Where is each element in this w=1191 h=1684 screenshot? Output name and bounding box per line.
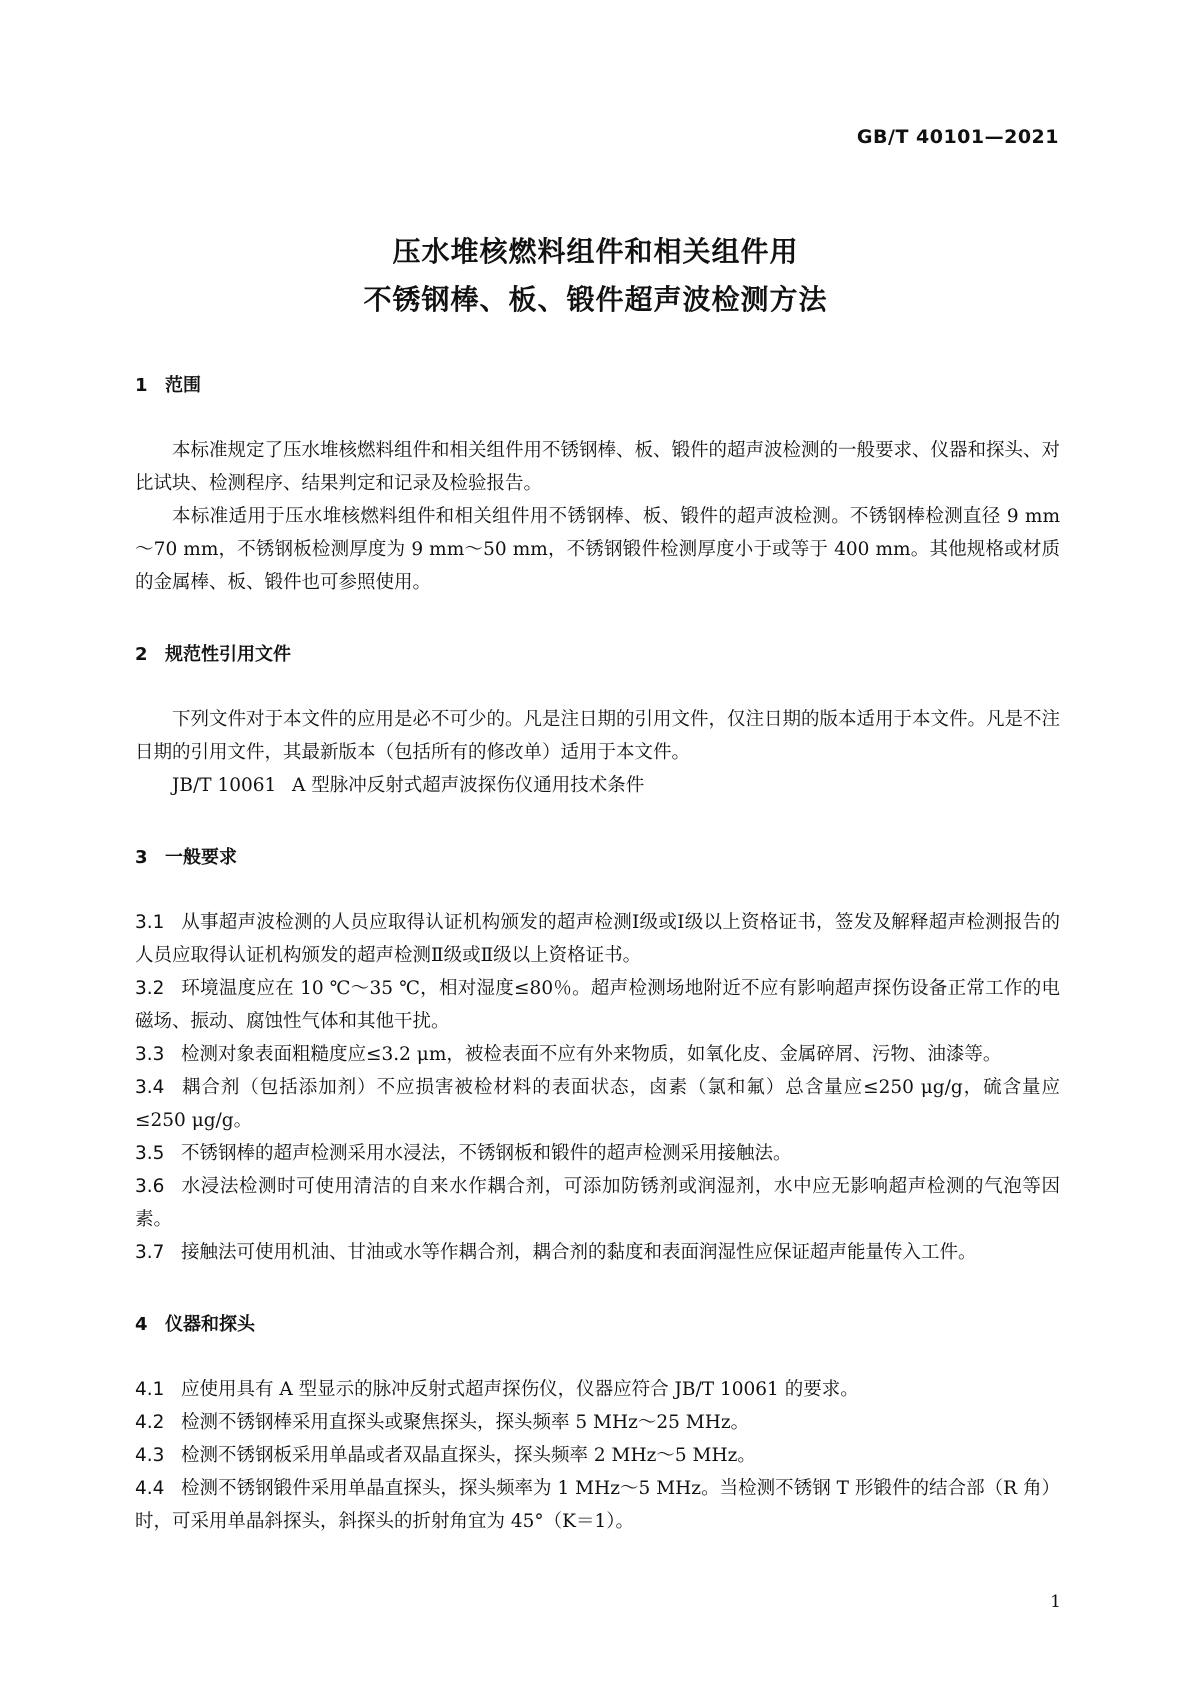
document-title <box>0 228 1191 324</box>
section-heading-4 <box>135 1311 1060 1339</box>
clause-number: 4.4 <box>135 1478 165 1499</box>
section-number: 1 <box>135 375 148 396</box>
section-title: 一般要求 <box>165 847 237 868</box>
clause-text: 检测不锈钢棒采用直探头或聚焦探头，探头频率 5 MHz～25 MHz。 <box>181 1412 750 1433</box>
section-heading-1 <box>135 372 1060 400</box>
clause-4-4 <box>135 1472 1060 1538</box>
clause-text: 应使用具有 A 型显示的脉冲反射式超声探伤仪，仪器应符合 JB/T 10061 的要求。 <box>181 1379 859 1400</box>
section-title: 仪器和探头 <box>165 1314 255 1335</box>
section-title: 范围 <box>165 375 201 396</box>
clause-number: 3.2 <box>135 978 165 999</box>
clause-3-6 <box>135 1170 1060 1236</box>
clause-3-7 <box>135 1236 1060 1269</box>
clause-number: 4.2 <box>135 1412 165 1433</box>
clause-4-2 <box>135 1406 1060 1439</box>
clause-number: 4.1 <box>135 1379 165 1400</box>
title-line-1: 压水堆核燃料组件和相关组件用 <box>392 235 799 268</box>
clause-text: 检测不锈钢锻件采用单晶直探头，探头频率为 1 MHz～5 MHz。当检测不锈钢 T 形锻件的结合部（R 角）时，可采用单晶斜探头，斜探头的折射角宜为 45°（K＝1）。 <box>135 1478 1060 1532</box>
clause-text: 检测不锈钢板采用单晶或者双晶直探头，探头频率 2 MHz～5 MHz。 <box>181 1445 756 1466</box>
clause-number: 3.6 <box>135 1176 165 1197</box>
section-number: 2 <box>135 644 148 665</box>
clause-3-2 <box>135 972 1060 1038</box>
clause-number: 3.7 <box>135 1242 165 1263</box>
clause-4-3 <box>135 1439 1060 1472</box>
clause-text: 环境温度应在 10 ℃～35 ℃，相对湿度≤80％。超声检测场地附近不应有影响超声探伤设备正常工作的电磁场、振动、腐蚀性气体和其他干扰。 <box>135 978 1060 1032</box>
clause-text: 不锈钢棒的超声检测采用水浸法，不锈钢板和锻件的超声检测采用接触法。 <box>181 1143 792 1164</box>
clause-text: 接触法可使用机油、甘油或水等作耦合剂，耦合剂的黏度和表面润湿性应保证超声能量传入工件。 <box>181 1242 977 1263</box>
clause-text: 水浸法检测时可使用清洁的自来水作耦合剂，可添加防锈剂或润湿剂，水中应无影响超声检测的气泡等因素。 <box>135 1176 1060 1230</box>
section-heading-2 <box>135 641 1060 669</box>
document-body <box>135 372 1060 1538</box>
clause-number: 3.5 <box>135 1143 165 1164</box>
clause-number: 3.3 <box>135 1044 165 1065</box>
clause-number: 3.1 <box>135 912 165 933</box>
clause-text: 耦合剂（包括添加剂）不应损害被检材料的表面状态，卤素（氯和氟）总含量应≤250 μg/g，硫含量应≤250 μg/g。 <box>135 1077 1060 1131</box>
clause-number: 4.3 <box>135 1445 165 1466</box>
section-number: 4 <box>135 1314 148 1335</box>
clause-text: 从事超声波检测的人员应取得认证机构颁发的超声检测Ⅰ级或Ⅰ级以上资格证书，签发及解释超声检测报告的人员应取得认证机构颁发的超声检测Ⅱ级或Ⅱ级以上资格证书。 <box>135 912 1060 966</box>
section-title: 规范性引用文件 <box>165 644 291 665</box>
clause-text: 检测对象表面粗糙度应≤3.2 μm，被检表面不应有外来物质，如氧化皮、金属碎屑、污物、油漆等。 <box>181 1044 1002 1065</box>
reference-code: JB/T 10061 <box>172 775 277 796</box>
section-number: 3 <box>135 847 148 868</box>
reference-title: A 型脉冲反射式超声波探伤仪通用技术条件 <box>292 775 645 796</box>
scope-paragraph-1: 本标准规定了压水堆核燃料组件和相关组件用不锈钢棒、板、锻件的超声波检测的一般要求、仪器和探头、对比试块、检测程序、结果判定和记录及检验报告。 <box>135 440 1061 494</box>
section-heading-3 <box>135 844 1060 872</box>
clause-3-4 <box>135 1071 1060 1137</box>
clause-4-1 <box>135 1373 1060 1406</box>
clause-number: 3.4 <box>135 1077 165 1098</box>
clause-3-3 <box>135 1038 1060 1071</box>
clause-3-5 <box>135 1137 1060 1170</box>
title-line-2: 不锈钢棒、板、锻件超声波检测方法 <box>363 283 828 316</box>
standard-code: GB/T 40101—2021 <box>856 126 1059 148</box>
scope-paragraph-2: 本标准适用于压水堆核燃料组件和相关组件用不锈钢棒、板、锻件的超声波检测。不锈钢棒检测直径 9 mm～70 mm，不锈钢板检测厚度为 9 mm～50 mm，不锈钢锻件检测厚度小于或等于 400 mm。其他规格或材质的金属棒、板、锻件也可参照使用。 <box>135 506 1060 593</box>
clause-3-1 <box>135 906 1060 972</box>
normative-references-paragraph: 下列文件对于本文件的应用是必不可少的。凡是注日期的引用文件，仅注日期的版本适用于本文件。凡是不注日期的引用文件，其最新版本（包括所有的修改单）适用于本文件。 <box>135 709 1061 763</box>
reference-entry <box>135 769 1060 802</box>
page-number: 1 <box>1050 1592 1061 1612</box>
